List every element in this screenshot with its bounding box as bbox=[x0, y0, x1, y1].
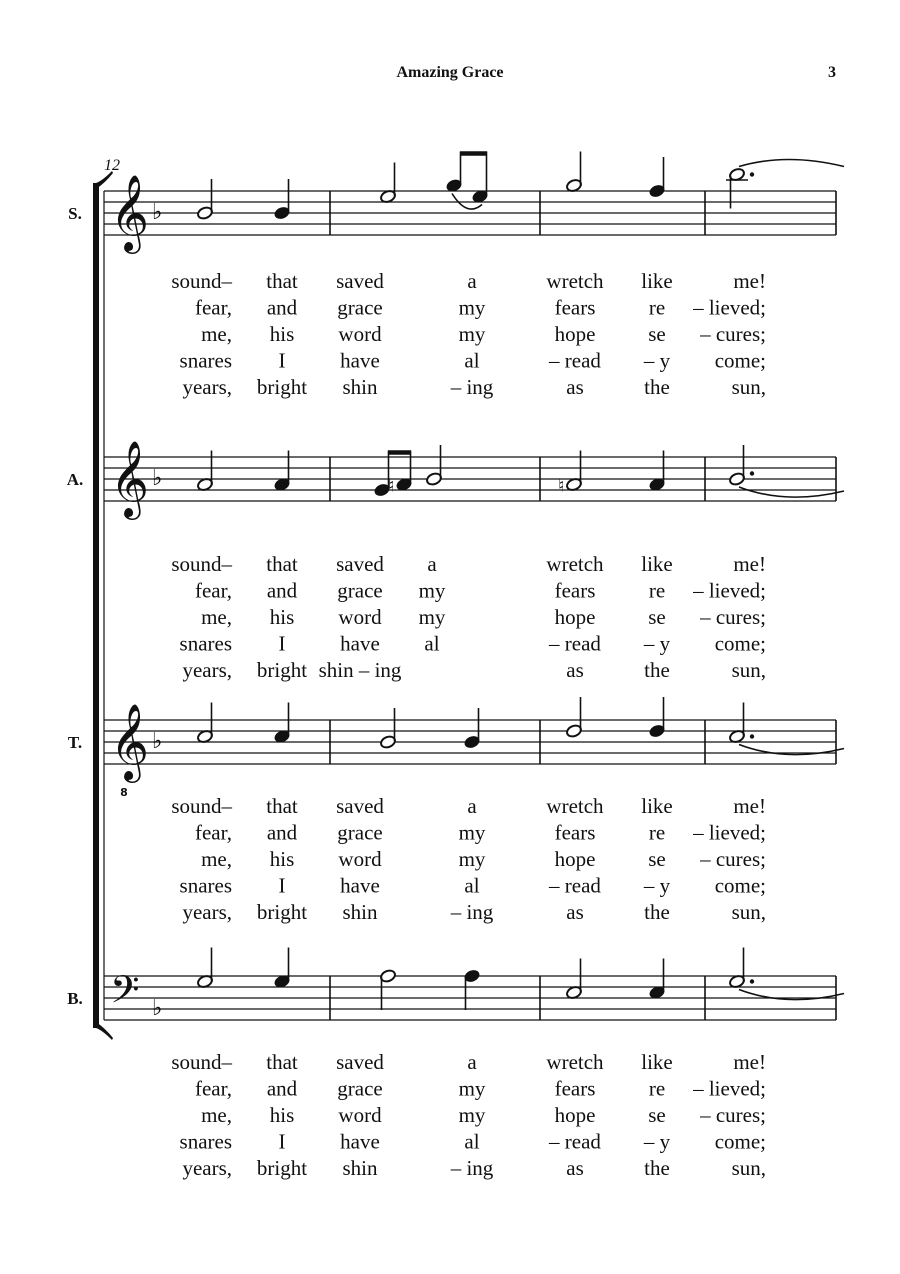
natural-sign-icon: ♮ bbox=[388, 475, 395, 497]
lyric-syllable: saved bbox=[336, 1050, 384, 1074]
augmentation-dot bbox=[750, 734, 754, 738]
lyric-syllable: come; bbox=[714, 1129, 766, 1154]
treble-clef-icon: 𝄞 bbox=[110, 174, 150, 251]
lyric-syllable: like bbox=[641, 269, 673, 293]
bass-clef-icon: 𝄢 bbox=[110, 967, 140, 1021]
lyric-syllable: me, bbox=[201, 847, 232, 871]
lyric-syllable: that bbox=[266, 794, 298, 818]
lyric-syllable: that bbox=[266, 269, 298, 293]
lyric-syllable: a bbox=[427, 552, 437, 576]
lyric-syllable: al bbox=[464, 873, 480, 898]
lyric-syllable: like bbox=[641, 552, 673, 576]
lyric-syllable: and bbox=[266, 1076, 298, 1101]
lyric-syllable: grace bbox=[337, 820, 383, 845]
lyric-syllable: – y bbox=[643, 631, 671, 656]
lyric-syllable: wretch bbox=[546, 269, 604, 293]
lyric-syllable: – lieved; bbox=[693, 820, 766, 845]
bracket-bottom-hook bbox=[96, 1022, 113, 1040]
lyric-syllable: – lieved; bbox=[693, 295, 766, 320]
lyric-syllable: – y bbox=[643, 1129, 671, 1154]
lyric-syllable: shin – ing bbox=[318, 658, 402, 682]
lyric-syllable: word bbox=[338, 322, 382, 346]
lyric-syllable: come; bbox=[714, 631, 766, 656]
page-number: 3 bbox=[828, 64, 836, 81]
lyric-syllable: fears bbox=[554, 820, 596, 845]
lyric-syllable: his bbox=[269, 1103, 295, 1127]
lyric-syllable: me! bbox=[733, 794, 766, 818]
lyric-syllable: wretch bbox=[546, 552, 604, 576]
key-flat-icon: ♭ bbox=[152, 200, 163, 225]
lyric-syllable: me! bbox=[733, 1050, 766, 1074]
lyric-syllable: sun, bbox=[731, 658, 766, 682]
lyric-syllable: that bbox=[266, 552, 298, 576]
lyric-syllable: as bbox=[566, 900, 584, 924]
lyric-syllable: – read bbox=[549, 348, 601, 373]
lyric-syllable: re bbox=[648, 820, 666, 845]
lyric-syllable: fears bbox=[554, 1076, 596, 1101]
lyric-syllable: se bbox=[648, 847, 666, 871]
lyric-syllable: fears bbox=[554, 295, 596, 320]
lyric-syllable: bright bbox=[256, 1156, 308, 1180]
lyric-syllable: sun, bbox=[731, 900, 766, 924]
lyric-syllable: a bbox=[467, 794, 477, 818]
lyric-syllable: – read bbox=[549, 631, 601, 656]
lyric-syllable: my bbox=[458, 1103, 486, 1127]
lyric-syllable: bright bbox=[256, 658, 308, 682]
lyric-syllable: – cures; bbox=[700, 605, 766, 629]
lyric-syllable: – read bbox=[549, 1129, 601, 1154]
lyric-syllable: saved bbox=[336, 794, 384, 818]
lyric-syllable: sound– bbox=[171, 1050, 232, 1074]
lyric-syllable: me! bbox=[733, 552, 766, 576]
lyric-syllable: bright bbox=[256, 375, 308, 399]
lyric-syllable: – cures; bbox=[700, 1103, 766, 1127]
lyric-syllable: saved bbox=[336, 552, 384, 576]
lyric-syllable: shin bbox=[342, 1156, 378, 1180]
measure-number: 12 bbox=[104, 157, 120, 174]
lyric-syllable: – lieved; bbox=[693, 1076, 766, 1101]
augmentation-dot bbox=[750, 172, 754, 176]
lyric-syllable: his bbox=[269, 605, 295, 629]
lyric-syllable: my bbox=[458, 322, 486, 346]
staff-s bbox=[68, 152, 844, 400]
lyric-syllable: al bbox=[424, 631, 440, 656]
lyric-syllable: I bbox=[278, 1129, 286, 1154]
page-title: Amazing Grace bbox=[396, 64, 504, 81]
lyric-syllable: as bbox=[566, 658, 584, 682]
lyric-syllable: my bbox=[458, 820, 486, 845]
lyric-syllable: re bbox=[648, 295, 666, 320]
system-bracket bbox=[93, 183, 99, 1028]
lyric-syllable: me, bbox=[201, 1103, 232, 1127]
tie-out bbox=[739, 160, 844, 167]
lyric-syllable: – ing bbox=[450, 900, 494, 924]
lyric-syllable: come; bbox=[714, 873, 766, 898]
lyric-syllable: re bbox=[648, 1076, 666, 1101]
lyric-syllable: al bbox=[464, 1129, 480, 1154]
lyric-syllable: al bbox=[464, 348, 480, 373]
lyric-syllable: as bbox=[566, 1156, 584, 1180]
lyric-syllable: – y bbox=[643, 348, 671, 373]
lyric-syllable: word bbox=[338, 847, 382, 871]
lyric-syllable: like bbox=[641, 1050, 673, 1074]
lyric-syllable: bright bbox=[256, 900, 308, 924]
lyric-syllable: snares bbox=[179, 631, 232, 656]
staff-a bbox=[67, 440, 844, 682]
lyric-syllable: – cures; bbox=[700, 322, 766, 346]
augmentation-dot bbox=[750, 471, 754, 475]
lyric-syllable: – cures; bbox=[700, 847, 766, 871]
lyric-syllable: years, bbox=[182, 1156, 232, 1180]
lyric-syllable: wretch bbox=[546, 794, 604, 818]
lyric-syllable: my bbox=[418, 578, 446, 603]
lyric-syllable: his bbox=[269, 322, 295, 346]
key-flat-icon: ♭ bbox=[152, 729, 163, 754]
lyric-syllable: and bbox=[266, 295, 298, 320]
lyric-syllable: word bbox=[338, 605, 382, 629]
lyric-syllable: hope bbox=[554, 1103, 596, 1127]
lyric-syllable: years, bbox=[182, 375, 232, 399]
lyric-syllable: – lieved; bbox=[693, 578, 766, 603]
lyric-syllable: sound– bbox=[171, 794, 232, 818]
lyric-syllable: me, bbox=[201, 322, 232, 346]
lyric-syllable: come; bbox=[714, 348, 766, 373]
lyric-syllable: have bbox=[340, 873, 380, 898]
lyric-syllable: sound– bbox=[171, 269, 232, 293]
treble-clef-icon: 𝄞 bbox=[110, 703, 150, 780]
lyric-syllable: shin bbox=[342, 375, 378, 399]
lyric-syllable: I bbox=[278, 348, 286, 373]
lyric-syllable: me! bbox=[733, 269, 766, 293]
lyric-syllable: have bbox=[340, 631, 380, 656]
lyric-syllable: hope bbox=[554, 847, 596, 871]
lyric-syllable: a bbox=[467, 1050, 477, 1074]
lyric-syllable: se bbox=[648, 605, 666, 629]
lyric-syllable: fear, bbox=[194, 578, 232, 603]
lyric-syllable: se bbox=[648, 1103, 666, 1127]
lyric-syllable: my bbox=[458, 847, 486, 871]
lyric-syllable: fear, bbox=[194, 1076, 232, 1101]
lyric-syllable: sun, bbox=[731, 1156, 766, 1180]
voice-label: A. bbox=[66, 470, 84, 489]
treble-clef-icon: 𝄞 bbox=[110, 440, 150, 517]
lyric-syllable: years, bbox=[182, 900, 232, 924]
natural-sign-icon: ♮ bbox=[558, 475, 565, 497]
lyric-syllable: se bbox=[648, 322, 666, 346]
lyric-syllable: and bbox=[266, 820, 298, 845]
lyric-syllable: a bbox=[467, 269, 477, 293]
lyric-syllable: have bbox=[340, 1129, 380, 1154]
lyric-syllable: hope bbox=[554, 322, 596, 346]
lyric-syllable: grace bbox=[337, 578, 383, 603]
lyric-syllable: fear, bbox=[194, 820, 232, 845]
lyric-syllable: re bbox=[648, 578, 666, 603]
lyric-syllable: as bbox=[566, 375, 584, 399]
voice-label: S. bbox=[68, 204, 82, 223]
lyric-syllable: the bbox=[644, 658, 670, 682]
lyric-syllable: me, bbox=[201, 605, 232, 629]
lyric-syllable: wretch bbox=[546, 1050, 604, 1074]
augmentation-dot bbox=[750, 979, 754, 983]
staff-b bbox=[67, 948, 844, 1181]
voice-label: B. bbox=[67, 989, 83, 1008]
lyric-syllable: – ing bbox=[450, 1156, 494, 1180]
lyric-syllable: the bbox=[644, 900, 670, 924]
lyric-syllable: sun, bbox=[731, 375, 766, 399]
lyric-syllable: like bbox=[641, 794, 673, 818]
lyric-syllable: snares bbox=[179, 873, 232, 898]
lyric-syllable: my bbox=[458, 295, 486, 320]
lyric-syllable: snares bbox=[179, 348, 232, 373]
lyric-syllable: have bbox=[340, 348, 380, 373]
staff-t bbox=[68, 697, 844, 924]
lyric-syllable: I bbox=[278, 631, 286, 656]
lyric-syllable: hope bbox=[554, 605, 596, 629]
tie-out bbox=[739, 487, 844, 497]
octave-down-mark: 8 bbox=[120, 786, 128, 799]
lyric-syllable: sound– bbox=[171, 552, 232, 576]
lyric-syllable: years, bbox=[182, 658, 232, 682]
lyric-syllable: grace bbox=[337, 1076, 383, 1101]
lyric-syllable: snares bbox=[179, 1129, 232, 1154]
system-group bbox=[67, 152, 844, 1181]
lyric-syllable: – y bbox=[643, 873, 671, 898]
lyric-syllable: fear, bbox=[194, 295, 232, 320]
lyric-syllable: – ing bbox=[450, 375, 494, 399]
lyric-syllable: shin bbox=[342, 900, 378, 924]
key-flat-icon: ♭ bbox=[152, 466, 163, 491]
lyric-syllable: grace bbox=[337, 295, 383, 320]
lyric-syllable: my bbox=[458, 1076, 486, 1101]
lyric-syllable: the bbox=[644, 1156, 670, 1180]
lyric-syllable: my bbox=[418, 605, 446, 629]
lyric-syllable: the bbox=[644, 375, 670, 399]
lyric-syllable: that bbox=[266, 1050, 298, 1074]
lyric-syllable: – read bbox=[549, 873, 601, 898]
lyric-syllable: fears bbox=[554, 578, 596, 603]
lyric-syllable: saved bbox=[336, 269, 384, 293]
lyric-syllable: word bbox=[338, 1103, 382, 1127]
voice-label: T. bbox=[67, 733, 83, 752]
key-flat-icon: ♭ bbox=[152, 996, 163, 1021]
lyric-syllable: and bbox=[266, 578, 298, 603]
lyric-syllable: his bbox=[269, 847, 295, 871]
lyric-syllable: I bbox=[278, 873, 286, 898]
